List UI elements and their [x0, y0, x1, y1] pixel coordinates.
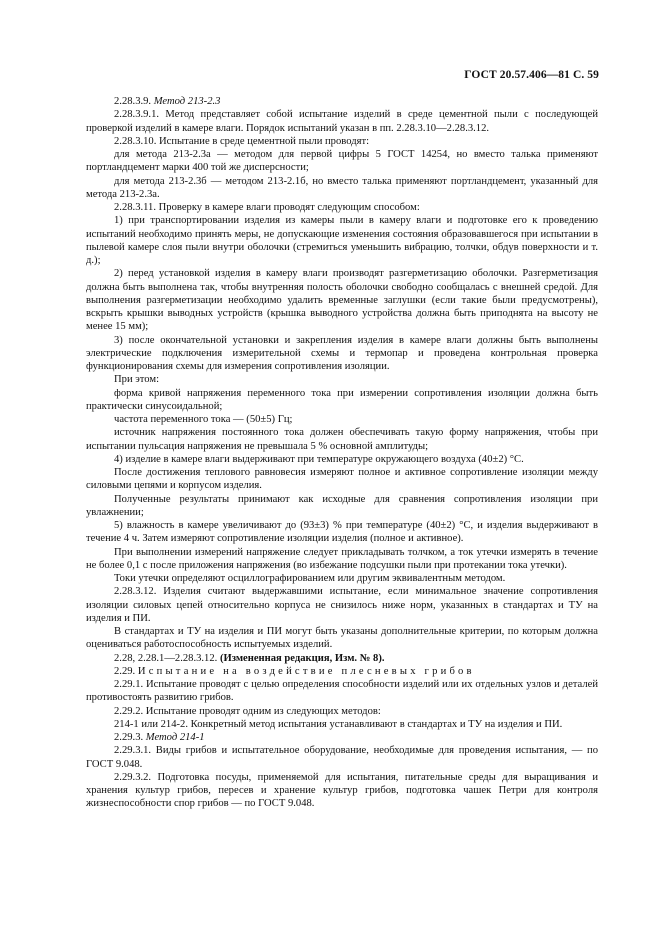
document-body	[86, 95, 598, 811]
method-title: Метод 213-2.3	[153, 96, 221, 107]
paragraph: 2.29.3.1. Виды грибов и испытательное оборудование, необходимые для проведения испытания, — по ГОСТ 9.048.	[86, 745, 598, 770]
page-header: ГОСТ 20.57.406—81 С. 59	[464, 69, 599, 81]
paragraph: 4) изделие в камере влаги выдерживают при температуре окружающего воздуха (40±2) °С.	[114, 453, 524, 465]
paragraph: При этом:	[114, 374, 160, 386]
paragraph: После достижения теплового равновесия измеряют полное и активное сопротивление изоляции между силовыми цепями и корпусом изделия.	[86, 467, 598, 492]
paragraph: В стандартах и ТУ на изделия и ПИ могут быть указаны дополнительные критерии, по которым должна оцениваться работоспособность испытуемых изделий.	[86, 626, 598, 651]
paragraph: 2.28.3.12. Изделия считают выдержавшими испытание, если минимальное значение сопротивления изоляции силовых цепей относительно корпуса не снизилось ниже норм, указанных в стандартах и ТУ на изделия и ПИ.	[86, 586, 598, 624]
paragraph: 2.28.3.11. Проверку в камере влаги проводят следующим способом:	[114, 202, 420, 213]
paragraph: 2.29.1. Испытание проводят с целью определения способности изделий или их отдельных узлов и деталей противостоять развитию грибов.	[86, 679, 598, 704]
section-number: 2.29.	[114, 665, 138, 677]
paragraph: для метода 213-2.3б — методом 213-2.1б, но вместо талька применяют портландцемент, указанный для метода 213-2.3а.	[86, 175, 598, 200]
amendment-label: (Измененная редакция, Изм. № 8).	[219, 652, 385, 664]
paragraph: 2.28.3.10. Испытание в среде цементной пыли проводят:	[114, 135, 370, 147]
paragraph: 2.29.3.2. Подготовка посуды, применяемой для испытания, питательные среды для выращивания и хранения культур грибов, пересев и хранение культур грибов, подготовка чашек Петри для контроля жизнеспособности спор грибов — по ГОСТ 9.048.	[86, 771, 598, 810]
paragraph: 1) при транспортировании изделия из камеры пыли в камеру влаги и подготовке его к проведению испытаний необходимо принять меры, не допускающие изменения состояния образовавшегося при испытании в пылевой камере слоя пыли внутри оболочки (стремиться уменьшить вибрацию, толчки, обдув поверхности и т. д.);	[86, 215, 598, 266]
paragraph: 3) после окончательной установки и закрепления изделия в камере влаги должны быть выполнены электрические подключения измерительной схемы и термопар и проведена контрольная проверка функционирования схемы для измерения сопротивления изоляции.	[86, 334, 598, 372]
paragraph: 5) влажность в камере увеличивают до (93±3) % при температуре (40±2) °С, и изделия выдерживают в течение 4 ч. Затем измеряют сопротивление изоляции изделия (полное и активное).	[86, 520, 598, 545]
paragraph: форма кривой напряжения переменного тока при измерении сопротивления изоляции должна быть практически синусоидальной;	[86, 387, 598, 412]
paragraph: 2) перед установкой изделия в камеру влаги производят разгерметизацию оболочки. Разгерметизация должна быть выполнена так, чтобы внутренняя полость оболочки свободно сообщалась с внешней средой. Для выполнения разгерметизации необходимо удалить временные заглушки (если такие были предусмотрены), вскрыть крышки выводных устройств (крышка выводного устройства должна быть приподнята на высоту не менее 15 мм);	[86, 268, 598, 333]
section-heading	[86, 665, 598, 678]
section-title: Испытание на воздействие плесневых грибов	[137, 665, 475, 677]
amendment-note	[86, 652, 598, 665]
paragraph: источник напряжения постоянного тока должен обеспечивать такую форму напряжения, чтобы при испытании пульсация напряжения не превышала 5 % основной амплитуды;	[86, 427, 598, 452]
method-title: Метод 214-1	[145, 732, 205, 743]
paragraph: для метода 213-2.3а — методом для первой цифры 5 ГОСТ 14254, но вместо талька применяют портландцемент марки 400 той же дисперсности;	[86, 149, 598, 174]
paragraph: 2.29.2. Испытание проводят одним из следующих методов:	[114, 705, 381, 717]
paragraph: 2.28.3.9.1. Метод представляет собой испытание изделий в среде цементной пыли с последующей проверкой изделий в камере влаги. Порядок испытаний указан в пп. 2.28.3.10—2.28.3.12.	[86, 109, 598, 134]
paragraph: Полученные результаты принимают как исходные для сравнения сопротивления изоляции при увлажнении;	[86, 493, 598, 518]
paragraph: Токи утечки определяют осциллографированием или другим эквивалентным методом.	[114, 573, 506, 584]
paragraph: При выполнении измерений напряжение следует прикладывать толчком, а ток утечки измерять в течение не более 0,1 с после приложения напряжения (во избежание подсушки пыли при протекании тока утечки).	[86, 546, 598, 571]
paragraph: 214-1 или 214-2. Конкретный метод испытания устанавливают в стандартах и ТУ на изделия и ПИ.	[114, 718, 563, 730]
clause-range: 2.28, 2.28.1—2.28.3.12.	[114, 652, 220, 664]
paragraph: частота переменного тока — (50±5) Гц;	[114, 414, 293, 425]
clause-number: 2.28.3.9.	[114, 96, 154, 107]
paragraph-heading	[86, 95, 598, 108]
clause-number: 2.29.3.	[114, 732, 146, 743]
paragraph-heading	[86, 731, 598, 744]
